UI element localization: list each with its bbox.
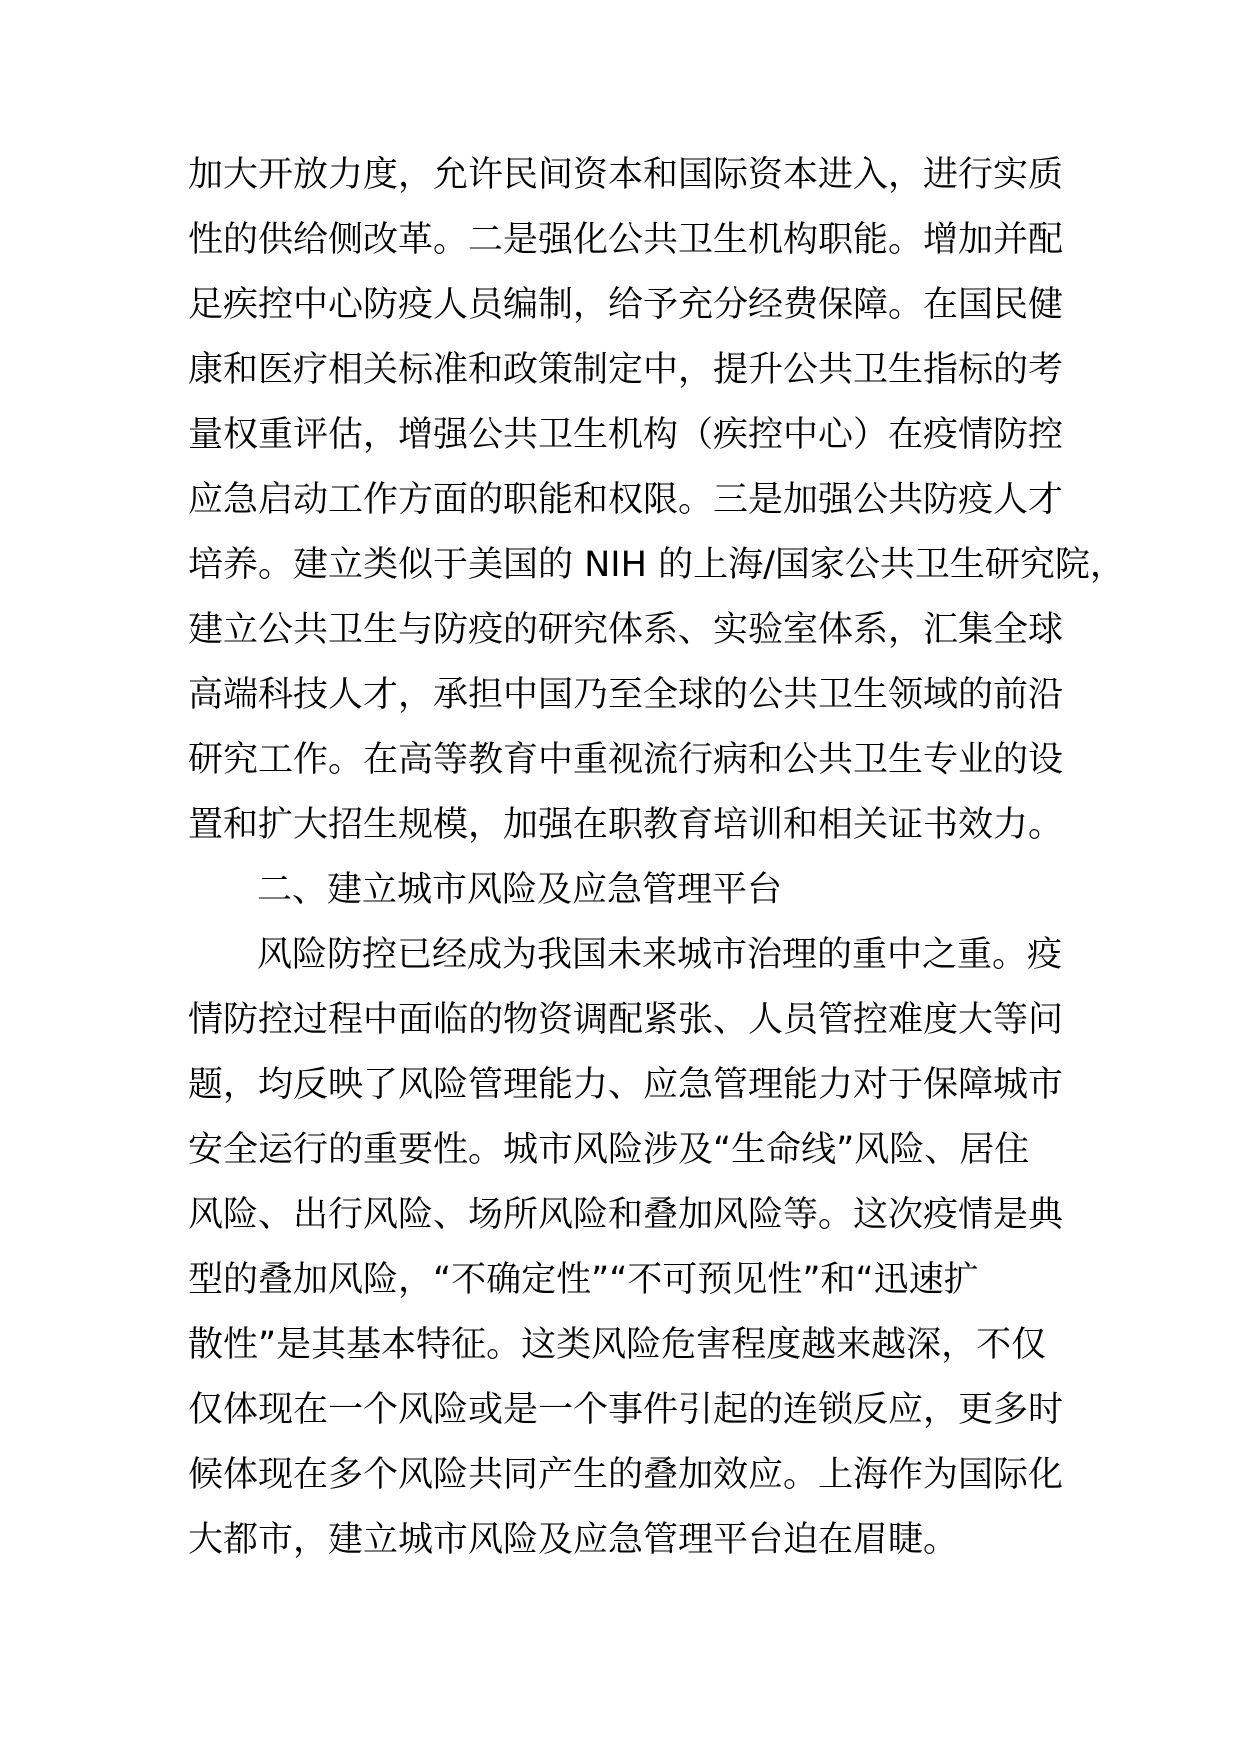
text-line: 大都市，建立城市风险及应急管理平台迫在眉睫。 [188, 1520, 959, 1560]
text-line: 风险防控已经成为我国未来城市治理的重中之重。疫 [257, 935, 1063, 975]
text-line: 风险、出行风险、场所风险和叠加风险等。这次疫情是典 [188, 1195, 1064, 1235]
text-line: 置和扩大招生规模，加强在职教育培训和相关证书效力。 [188, 805, 1064, 845]
text-line: 研究工作。在高等教育中重视流行病和公共卫生专业的设 [188, 740, 1064, 780]
text-line: 型的叠加风险，“不确定性”“不可预见性”和“迅速扩 [188, 1260, 979, 1300]
text-line: 量权重评估，增强公共卫生机构（疾控中心）在疫情防控 [188, 415, 1064, 455]
text-line: 高端科技人才，承担中国乃至全球的公共卫生领域的前沿 [188, 675, 1064, 715]
text-line: 候体现在多个风险共同产生的叠加效应。上海作为国际化 [188, 1455, 1064, 1495]
text-line: 培养。建立类似于美国的 NIH 的上海/国家公共卫生研究院， [188, 545, 1125, 585]
text-line: 安全运行的重要性。城市风险涉及“生命线”风险、居住 [188, 1130, 1030, 1170]
text-line: 建立公共卫生与防疫的研究体系、实验室体系，汇集全球 [188, 610, 1064, 650]
text-line: 题，均反映了风险管理能力、应急管理能力对于保障城市 [188, 1065, 1064, 1105]
text-line: 应急启动工作方面的职能和权限。三是加强公共防疫人才 [188, 480, 1064, 520]
text-line: 足疾控中心防疫人员编制，给予充分经费保障。在国民健 [188, 285, 1064, 325]
text-line: 仅体现在一个风险或是一个事件引起的连锁反应，更多时 [188, 1390, 1064, 1430]
text-line: 散性”是其基本特征。这类风险危害程度越来越深，不仅 [188, 1325, 1047, 1365]
text-line: 加大开放力度，允许民间资本和国际资本进入，进行实质 [188, 155, 1064, 195]
section-heading: 二、建立城市风险及应急管理平台 [257, 870, 783, 910]
text-line: 性的供给侧改革。二是强化公共卫生机构职能。增加并配 [188, 220, 1064, 260]
text-line: 情防控过程中面临的物资调配紧张、人员管控难度大等问 [188, 1000, 1064, 1040]
text-line: 康和医疗相关标准和政策制定中，提升公共卫生指标的考 [188, 350, 1064, 390]
